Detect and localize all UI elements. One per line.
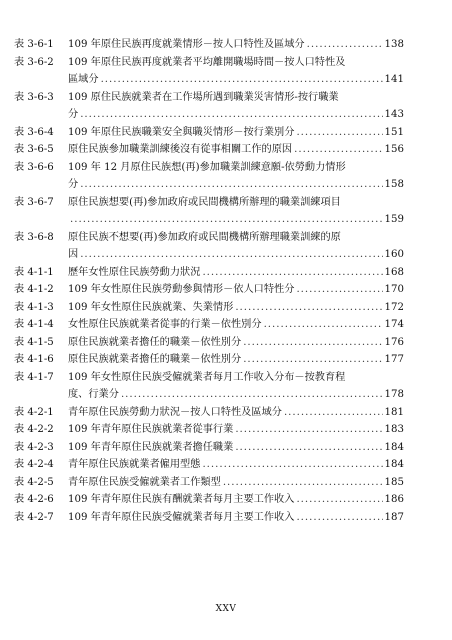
toc-entry-label: 表 3-6-2	[14, 56, 54, 68]
dot-leader	[264, 316, 383, 334]
toc-entry[interactable]	[14, 369, 404, 404]
toc-entry-page: 183	[384, 424, 404, 435]
dot-leader	[284, 404, 383, 422]
toc-entry-title: 度、行業分	[68, 389, 119, 400]
toc-entry-label: 表 4-2-3	[14, 441, 54, 453]
toc-entry-page: 174	[384, 319, 404, 330]
toc-entry-title: 分	[68, 109, 79, 120]
dot-leader	[296, 491, 382, 509]
dot-leader	[307, 36, 383, 54]
toc-entry-page: 184	[384, 441, 404, 453]
toc-entry-title: 分	[68, 179, 79, 190]
dot-leader	[121, 386, 383, 404]
toc-entry-label: 表 3-6-6	[14, 161, 54, 173]
toc-entry-page: 185	[384, 476, 404, 488]
toc-entry-page: 143	[384, 109, 404, 120]
toc-entry-page: 151	[384, 126, 404, 138]
toc-entry-title: 109 年女性原住民族受僱就業者每月工作收入分布－按教育程	[68, 371, 346, 383]
dot-leader	[202, 264, 382, 282]
toc-entry-page: 186	[384, 494, 404, 505]
toc-entry-label: 表 4-1-3	[14, 301, 54, 313]
toc-entry-label: 表 3-6-5	[14, 144, 54, 155]
toc-entry-title: 女性原住民族就業者從事的行業－依性別分	[68, 319, 262, 330]
toc-entry-title: 歷年女性原住民族勞動力狀況	[68, 266, 201, 278]
toc-entry-title: 青年原住民族受僱就業者工作類型	[68, 476, 221, 488]
dot-leader	[235, 439, 382, 457]
toc-entry-label: 表 4-2-2	[14, 424, 54, 435]
toc-entry-title: 原住民族就業者擔任的職業－依性別分	[68, 354, 242, 365]
toc-entry-title: 原住民族就業者擔任的職業－依性別分	[68, 336, 242, 348]
toc-entry-page: 160	[384, 249, 404, 260]
toc-entry[interactable]	[14, 491, 404, 509]
toc-entry-label: 表 4-1-7	[14, 371, 54, 383]
toc-entry-title: 109 年青年原住民族就業者擔任職業	[68, 441, 234, 453]
dot-leader	[243, 334, 382, 352]
toc-entry-label: 表 4-1-5	[14, 336, 54, 348]
dot-leader	[80, 106, 382, 124]
toc-entry[interactable]	[14, 36, 404, 54]
toc-entry-title: 109 年青年原住民族就業者從事行業	[68, 424, 234, 435]
toc-entry[interactable]	[14, 456, 404, 474]
toc-entry-page: 176	[384, 336, 404, 348]
toc-entry-title: 原住民族不想要(再)參加政府或民間機構所辦理職業訓練的原	[68, 231, 341, 243]
toc-entry[interactable]	[14, 404, 404, 422]
toc-entry-page: 178	[384, 389, 404, 400]
toc-entry-page: 170	[384, 284, 404, 295]
toc-entry[interactable]	[14, 281, 404, 299]
toc-entry-title: 區域分	[68, 74, 99, 85]
toc-entry-title: 因	[68, 249, 79, 260]
toc-entry-page: 181	[384, 406, 404, 418]
dot-leader	[235, 421, 382, 439]
toc-entry-page: 184	[384, 459, 404, 470]
toc-entry-label: 表 4-2-1	[14, 406, 54, 418]
toc-entry[interactable]	[14, 264, 404, 282]
toc-entry[interactable]	[14, 141, 404, 159]
toc-entry-label: 表 3-6-7	[14, 196, 54, 208]
dot-leader	[296, 281, 382, 299]
toc-entry-label: 表 3-6-4	[14, 126, 54, 138]
toc-entry-page: 159	[384, 214, 404, 225]
toc-entry-page: 156	[384, 144, 404, 155]
toc-entry-label: 表 3-6-3	[14, 91, 54, 103]
toc-entry-label: 表 4-1-2	[14, 284, 54, 295]
toc-entry-title: 109 年 12 月原住民族想(再)參加職業訓練意願-依勞動力情形	[68, 161, 346, 173]
toc-entry-title: 109 年女性原住民族就業、失業情形	[68, 301, 234, 313]
toc-entry-page: 172	[384, 301, 404, 313]
dot-leader	[294, 141, 382, 159]
toc-entry-title: 109 年女性原住民族勞動參與情形－依人口特性分	[68, 284, 295, 295]
toc-entry[interactable]	[14, 334, 404, 352]
toc-entry-label: 表 4-1-6	[14, 354, 54, 365]
toc-entry[interactable]	[14, 54, 404, 89]
table-of-contents	[0, 36, 452, 526]
dot-leader	[243, 351, 382, 369]
dot-leader	[223, 474, 383, 492]
toc-entry[interactable]	[14, 351, 404, 369]
dot-leader	[235, 299, 382, 317]
dot-leader	[101, 71, 383, 89]
toc-entry-label: 表 4-2-6	[14, 494, 54, 505]
toc-entry[interactable]	[14, 316, 404, 334]
toc-entry-title: 109 年原住民族職業安全與職災情形－按行業別分	[68, 126, 295, 138]
page-number: XXV	[215, 604, 237, 614]
dot-leader	[80, 176, 382, 194]
toc-entry-label: 表 4-2-5	[14, 476, 54, 488]
toc-entry[interactable]	[14, 229, 404, 264]
toc-entry-title: 青年原住民族勞動力狀況－按人口特性及區域分	[68, 406, 282, 418]
toc-entry-page: 187	[384, 511, 404, 523]
toc-entry-page: 168	[384, 266, 404, 278]
toc-entry-label: 表 4-2-4	[14, 459, 54, 470]
toc-entry[interactable]	[14, 509, 404, 527]
toc-entry-title: 109 年原住民族再度就業者平均離開職場時間－按人口特性及	[68, 56, 346, 68]
toc-entry-label: 表 3-6-1	[14, 39, 54, 50]
dot-leader	[296, 509, 382, 527]
toc-entry[interactable]	[14, 159, 404, 194]
toc-entry-page: 177	[384, 354, 404, 365]
toc-entry[interactable]	[14, 439, 404, 457]
toc-entry-page: 138	[384, 39, 404, 50]
toc-entry-page: 141	[384, 74, 404, 85]
toc-entry-label: 表 4-1-4	[14, 319, 54, 330]
toc-entry-page: 158	[384, 179, 404, 190]
toc-entry[interactable]	[14, 299, 404, 317]
toc-entry-title: 青年原住民族就業者僱用型態	[68, 459, 201, 470]
toc-entry[interactable]	[14, 89, 404, 124]
toc-entry[interactable]	[14, 421, 404, 439]
toc-entry-label: 表 3-6-8	[14, 231, 54, 243]
dot-leader	[296, 124, 382, 142]
toc-entry-title: 原住民族參加職業訓練後沒有從事相關工作的原因	[68, 144, 293, 155]
dot-leader	[202, 456, 382, 474]
toc-entry-title: 109 年青年原住民族受僱就業者每月主要工作收入	[68, 511, 295, 523]
dot-leader	[80, 246, 382, 264]
toc-entry-label: 表 4-1-1	[14, 266, 54, 278]
toc-entry[interactable]	[14, 124, 404, 142]
toc-entry-title: 原住民族想要(再)參加政府或民間機構所辦理的職業訓練項目	[68, 196, 341, 208]
toc-entry-title: 109 原住民族就業者在工作場所遇到職業災害情形-按行職業	[68, 91, 339, 103]
dot-leader	[70, 211, 383, 229]
toc-entry-title: 109 年青年原住民族有酬就業者每月主要工作收入	[68, 494, 295, 505]
toc-entry-label: 表 4-2-7	[14, 511, 54, 523]
toc-entry[interactable]	[14, 474, 404, 492]
toc-entry-title: 109 年原住民族再度就業情形－按人口特性及區域分	[68, 39, 305, 50]
toc-entry[interactable]	[14, 194, 404, 229]
